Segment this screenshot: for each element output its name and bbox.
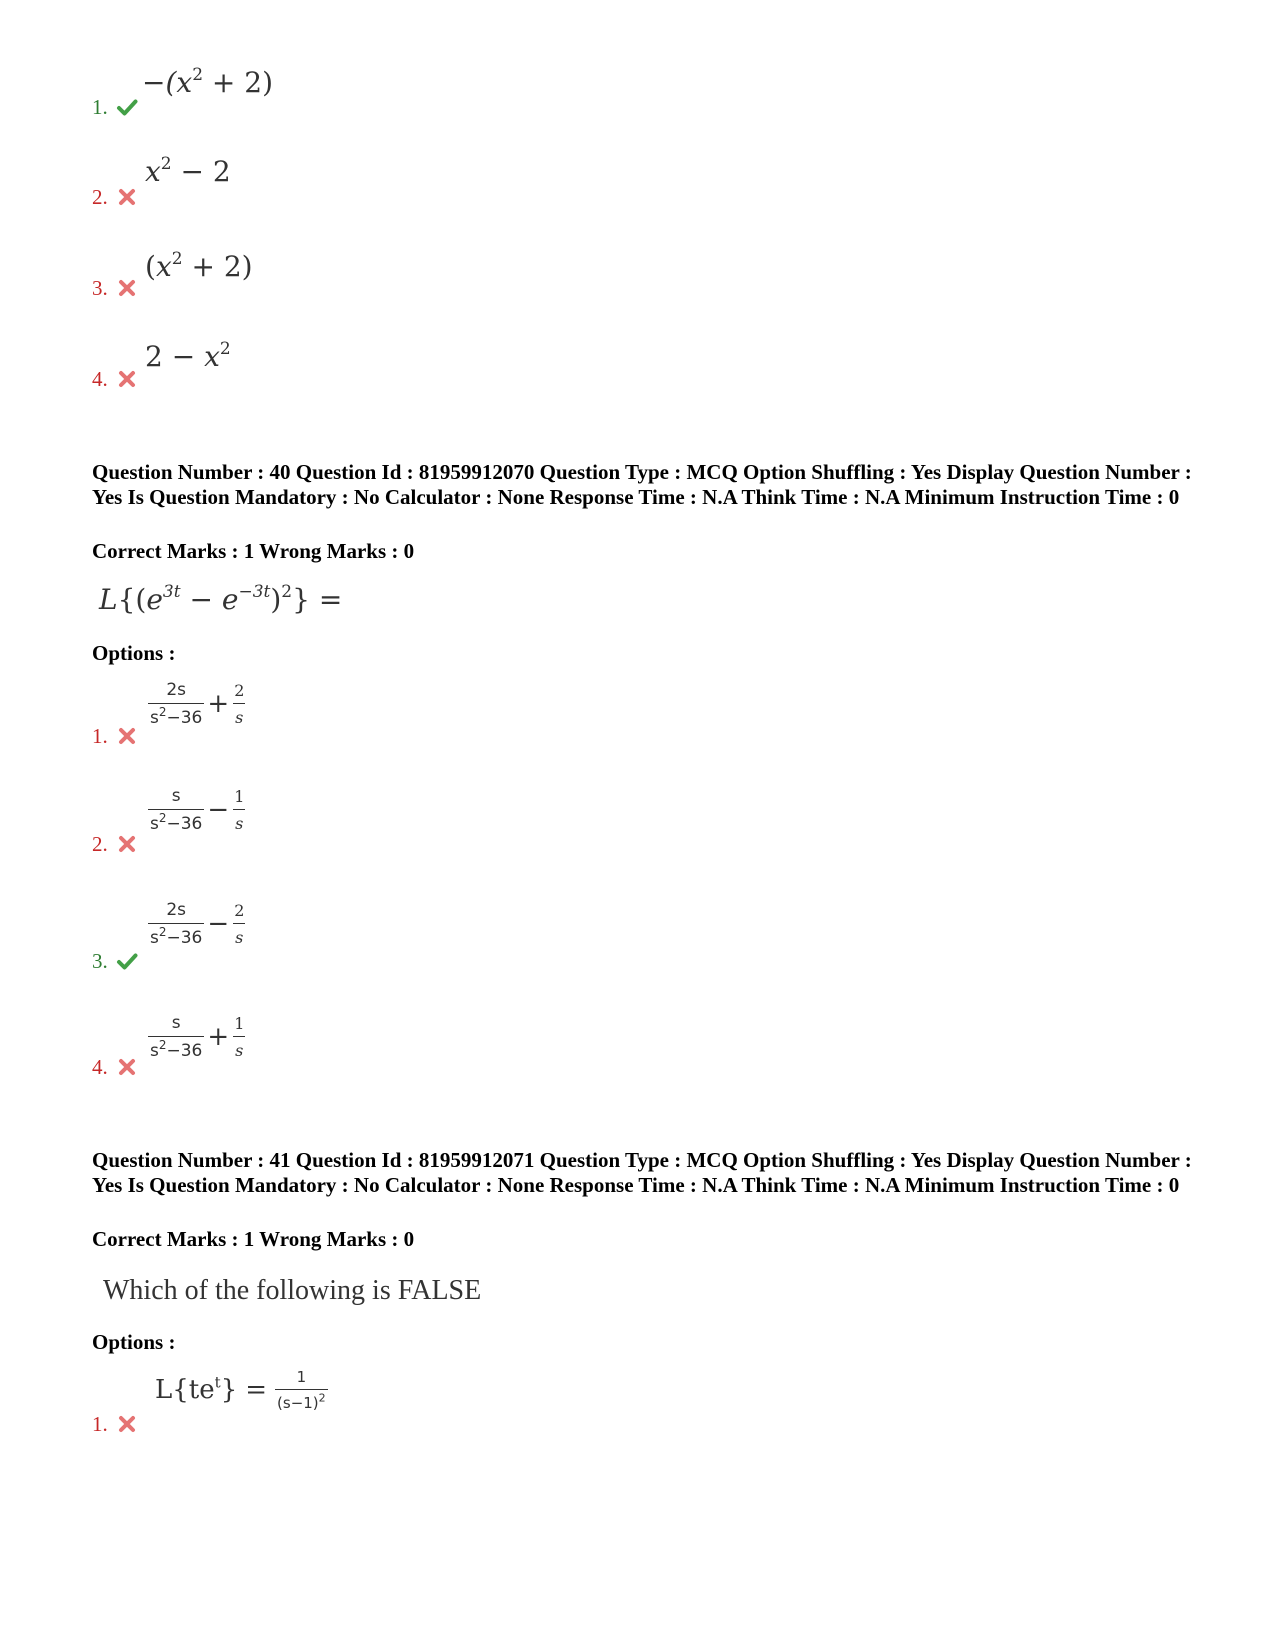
question-41-text: Which of the following is FALSE bbox=[103, 1275, 482, 1306]
options-label: Options : bbox=[92, 641, 176, 665]
cross-icon bbox=[116, 725, 138, 747]
check-icon bbox=[116, 96, 138, 118]
options-label: Options : bbox=[92, 1330, 176, 1354]
option-expression: $L\{te^t\}$ = $\frac{1}{(s-1)^2}$ bbox=[155, 1368, 326, 1412]
cross-icon bbox=[116, 833, 138, 855]
option-expression: $2 - x^2$ bbox=[145, 339, 231, 373]
option-number: 2. bbox=[92, 185, 108, 209]
question-40-text: $L\{(e^{3t} - e^{-3t})^2\}$ = bbox=[99, 582, 343, 616]
option-number: 1. bbox=[92, 724, 108, 748]
question-41-meta: Question Number : 41 Question Id : 81959912071 Question Type : MCQ Option Shuffling : Yes Display Question Number : Yes Is Question Mandatory : No Calculator : None Response Time : N.A Think Time : N.A Minimum Instruction Time : 0 bbox=[92, 1148, 1192, 1197]
option-number: 1. bbox=[92, 95, 108, 119]
option-number: 4. bbox=[92, 367, 108, 391]
cross-icon bbox=[116, 368, 138, 390]
cross-icon bbox=[116, 186, 138, 208]
cross-icon bbox=[116, 277, 138, 299]
option-number: 4. bbox=[92, 1055, 108, 1079]
option-expression: $\frac{2s}{s^2-36}$ − $\frac{2}{s}$ bbox=[150, 900, 245, 948]
cross-icon bbox=[116, 1056, 138, 1078]
question-40-meta: Question Number : 40 Question Id : 81959912070 Question Type : MCQ Option Shuffling : Yes Display Question Number : Yes Is Question Mandatory : No Calculator : None Response Time : N.A Think Time : N.A Minimum Instruction Time : 0 bbox=[92, 460, 1192, 509]
option-expression: $(x^2 + 2)$ bbox=[145, 249, 253, 283]
option-expression: $\frac{s}{s^2-36}$ − $\frac{1}{s}$ bbox=[150, 786, 245, 834]
option-number: 3. bbox=[92, 949, 108, 973]
option-expression: $\frac{s}{s^2-36}$ + $\frac{1}{s}$ bbox=[150, 1013, 245, 1061]
question-41-marks: Correct Marks : 1 Wrong Marks : 0 bbox=[92, 1227, 415, 1251]
check-icon bbox=[116, 950, 138, 972]
option-expression: $-(x^2 + 2)$ bbox=[142, 65, 274, 99]
option-expression: $x^2 - 2$ bbox=[145, 154, 231, 188]
question-40-marks: Correct Marks : 1 Wrong Marks : 0 bbox=[92, 539, 415, 563]
option-expression: $\frac{2s}{s^2-36}$ + $\frac{2}{s}$ bbox=[150, 680, 245, 728]
option-number: 3. bbox=[92, 276, 108, 300]
option-number: 2. bbox=[92, 832, 108, 856]
cross-icon bbox=[116, 1413, 138, 1435]
option-number: 1. bbox=[92, 1412, 108, 1436]
